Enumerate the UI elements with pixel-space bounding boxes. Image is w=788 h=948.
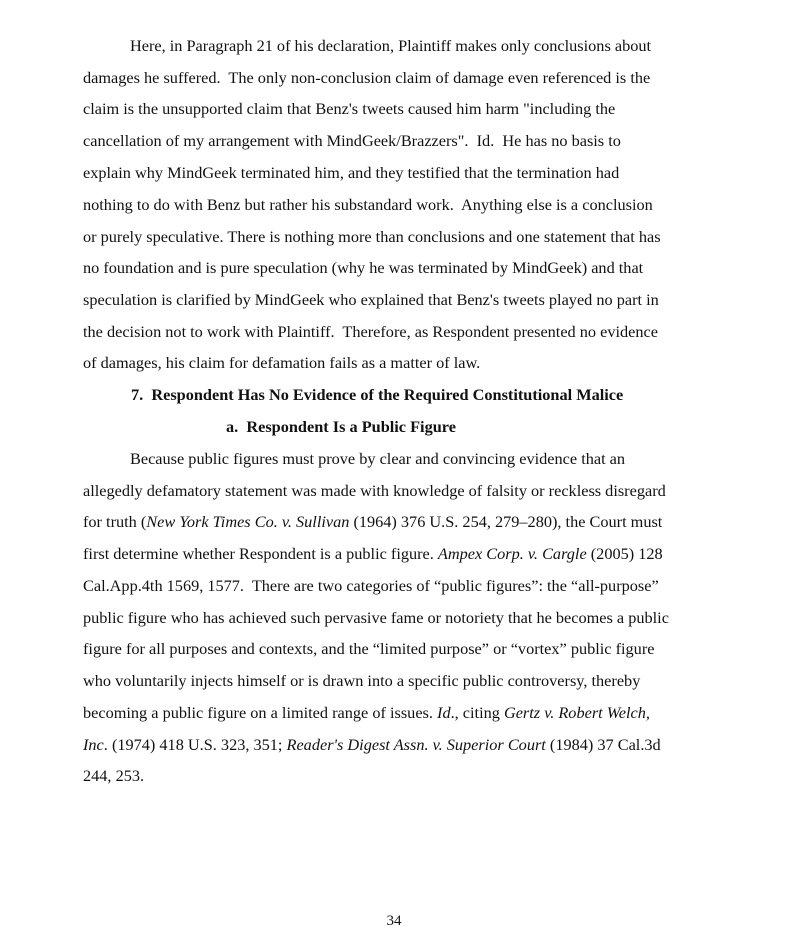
paragraph-line bbox=[83, 705, 650, 721]
paragraph-line: the decision not to work with Plaintiff. Therefore, as Respondent presented no evidence bbox=[83, 322, 658, 341]
paragraph-line: Here, in Paragraph 21 of his declaration, Plaintiff makes only conclusions about bbox=[130, 36, 652, 55]
paragraph-line: Because public figures must prove by clear and convincing evidence that an bbox=[130, 449, 626, 468]
paragraph-line: Cal.App.4th 1569, 1577. There are two categories of “public figures”: the “all-purpose” bbox=[83, 576, 659, 595]
text-run: . (1974) 418 U.S. 323, 351; bbox=[103, 735, 287, 754]
paragraph-line: allegedly defamatory statement was made with knowledge of falsity or reckless disregard bbox=[83, 481, 666, 500]
paragraph-line: damages he suffered. The only non-conclusion claim of damage even referenced is the bbox=[83, 68, 651, 87]
paragraph-line bbox=[83, 737, 661, 753]
case-citation: Reader's Digest Assn. v. Superior Court bbox=[286, 735, 546, 754]
paragraph-line: claim is the unsupported claim that Benz's tweets caused him harm "including the bbox=[83, 99, 616, 118]
case-citation: Inc bbox=[83, 735, 104, 754]
text-run: (1964) 376 U.S. 254, 279–280), the Court must bbox=[349, 512, 663, 531]
paragraph-line: who voluntarily injects himself or is drawn into a specific public controversy, thereby bbox=[83, 671, 641, 690]
paragraph-line: of damages, his claim for defamation fails as a matter of law. bbox=[83, 353, 481, 372]
case-citation: Id bbox=[437, 703, 451, 722]
text-run: for truth ( bbox=[83, 512, 147, 531]
text-run: (1984) 37 Cal.3d bbox=[545, 735, 661, 754]
paragraph-line: explain why MindGeek terminated him, and they testified that the termination had bbox=[83, 163, 620, 182]
case-citation: Gertz v. Robert Welch, bbox=[503, 703, 650, 722]
page-number: 34 bbox=[386, 913, 402, 929]
paragraph-line: or purely speculative. There is nothing more than conclusions and one statement that has bbox=[83, 227, 661, 246]
text-run: (2005) 128 bbox=[586, 544, 663, 563]
paragraph-line bbox=[83, 514, 662, 530]
text-run: ., citing bbox=[450, 703, 504, 722]
paragraph-line: 244, 253. bbox=[83, 766, 145, 785]
text-run: becoming a public figure on a limited range of issues. bbox=[83, 703, 438, 722]
subsection-heading: a. Respondent Is a Public Figure bbox=[226, 417, 456, 436]
paragraph-line: figure for all purposes and contexts, and the “limited purpose” or “vortex” public figure bbox=[83, 639, 655, 658]
case-citation: Ampex Corp. v. Cargle bbox=[437, 544, 587, 563]
paragraph-line: no foundation and is pure speculation (why he was terminated by MindGeek) and that bbox=[83, 258, 644, 277]
paragraph-line: speculation is clarified by MindGeek who explained that Benz's tweets played no part in bbox=[83, 290, 659, 309]
paragraph-line: public figure who has achieved such pervasive fame or notoriety that he becomes a public bbox=[83, 608, 669, 627]
paragraph-line: cancellation of my arrangement with MindGeek/Brazzers". Id. He has no basis to bbox=[83, 131, 621, 150]
section-heading: 7. Respondent Has No Evidence of the Required Constitutional Malice bbox=[131, 385, 624, 404]
paragraph-line bbox=[83, 546, 663, 562]
case-citation: New York Times Co. v. Sullivan bbox=[146, 512, 350, 531]
text-run: first determine whether Respondent is a public figure. bbox=[83, 544, 438, 563]
paragraph-line: nothing to do with Benz but rather his substandard work. Anything else is a conclusion bbox=[83, 195, 653, 214]
